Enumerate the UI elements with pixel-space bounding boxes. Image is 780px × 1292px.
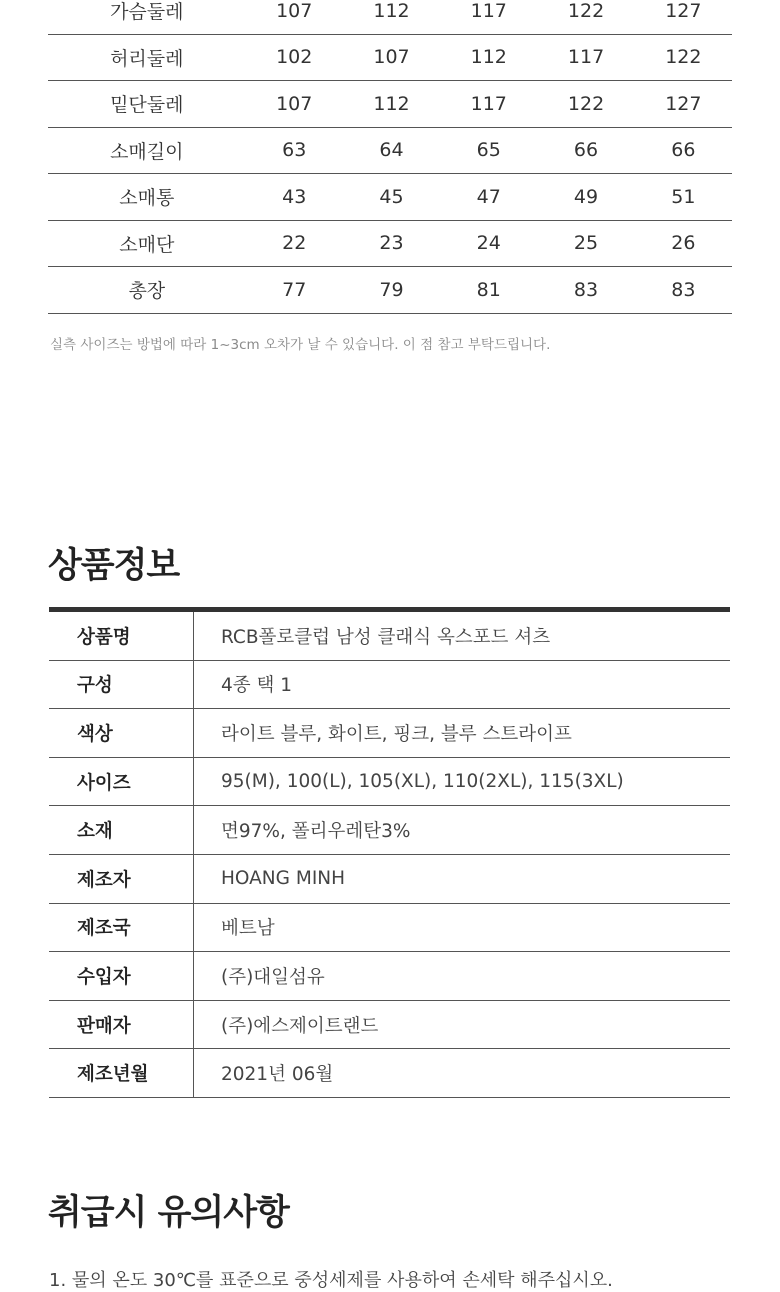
product-info-table — [49, 607, 730, 1098]
size-row-label: 소매길이 — [48, 127, 246, 174]
product-info-key: 사이즈 — [49, 757, 194, 806]
product-info-key: 제조국 — [49, 903, 194, 952]
care-title: 취급시 유의사항 — [48, 1193, 289, 1233]
size-value-cell: 112 — [440, 34, 537, 81]
size-value-cell: 117 — [440, 0, 537, 34]
product-info-value: 라이트 블루, 화이트, 핑크, 블루 스트라이프 — [194, 709, 731, 758]
size-value-cell: 25 — [537, 220, 634, 267]
size-value-cell: 45 — [343, 174, 440, 221]
size-value-cell: 107 — [246, 81, 343, 128]
product-info-row — [49, 1000, 730, 1049]
product-info-key: 제조년월 — [49, 1049, 194, 1098]
size-value-cell: 117 — [440, 81, 537, 128]
product-info-key: 색상 — [49, 709, 194, 758]
product-info-row — [49, 660, 730, 709]
product-info-value: 베트남 — [194, 903, 731, 952]
size-value-cell: 83 — [635, 267, 732, 314]
size-value-cell: 63 — [246, 127, 343, 174]
size-value-cell: 22 — [246, 220, 343, 267]
product-info-value: 4종 택 1 — [194, 660, 731, 709]
size-value-cell: 24 — [440, 220, 537, 267]
size-value-cell: 51 — [635, 174, 732, 221]
product-info-row — [49, 854, 730, 903]
size-value-cell: 102 — [246, 34, 343, 81]
size-value-cell: 122 — [635, 34, 732, 81]
product-info-key: 소재 — [49, 806, 194, 855]
size-table-row — [48, 220, 732, 267]
size-table — [48, 0, 732, 314]
product-info-value: (주)대일섬유 — [194, 952, 731, 1001]
size-row-label: 소매단 — [48, 220, 246, 267]
size-note: 실측 사이즈는 방법에 따라 1~3cm 오차가 날 수 있습니다. 이 점 참고 부탁드립니다. — [50, 337, 551, 353]
size-row-label: 허리둘레 — [48, 34, 246, 81]
product-info-value: RCB폴로클럽 남성 클래식 옥스포드 셔츠 — [194, 610, 731, 661]
size-value-cell: 107 — [246, 0, 343, 34]
product-info-key: 수입자 — [49, 952, 194, 1001]
size-table-row — [48, 174, 732, 221]
size-value-cell: 23 — [343, 220, 440, 267]
size-value-cell: 64 — [343, 127, 440, 174]
product-info-row — [49, 806, 730, 855]
size-value-cell: 49 — [537, 174, 634, 221]
care-instruction-line: 1. 물의 온도 30℃를 표준으로 중성세제를 사용하여 손세탁 해주십시오. — [49, 1270, 613, 1291]
size-value-cell: 112 — [343, 0, 440, 34]
size-value-cell: 43 — [246, 174, 343, 221]
product-info-row — [49, 757, 730, 806]
product-info-key: 판매자 — [49, 1000, 194, 1049]
size-value-cell: 127 — [635, 81, 732, 128]
size-value-cell: 127 — [635, 0, 732, 34]
product-info-key: 상품명 — [49, 610, 194, 661]
size-value-cell: 26 — [635, 220, 732, 267]
size-value-cell: 107 — [343, 34, 440, 81]
size-value-cell: 65 — [440, 127, 537, 174]
product-info-value: 2021년 06월 — [194, 1049, 731, 1098]
size-table-body — [48, 0, 732, 313]
size-table-row — [48, 267, 732, 314]
size-table-row — [48, 81, 732, 128]
size-value-cell: 81 — [440, 267, 537, 314]
product-info-row — [49, 952, 730, 1001]
product-info-row — [49, 610, 730, 661]
size-table-row — [48, 34, 732, 81]
size-value-cell: 117 — [537, 34, 634, 81]
size-table-row — [48, 0, 732, 34]
product-info-row — [49, 709, 730, 758]
product-info-row — [49, 903, 730, 952]
size-value-cell: 77 — [246, 267, 343, 314]
product-info-value: HOANG MINH — [194, 854, 731, 903]
product-info-row — [49, 1049, 730, 1098]
product-info-key: 구성 — [49, 660, 194, 709]
size-row-label: 총장 — [48, 267, 246, 314]
size-row-label: 밑단둘레 — [48, 81, 246, 128]
product-info-value: 면97%, 폴리우레탄3% — [194, 806, 731, 855]
product-info-value: 95(M), 100(L), 105(XL), 110(2XL), 115(3XL) — [194, 757, 731, 806]
size-row-label: 소매통 — [48, 174, 246, 221]
size-row-label: 가슴둘레 — [48, 0, 246, 34]
product-info-key: 제조자 — [49, 854, 194, 903]
size-value-cell: 83 — [537, 267, 634, 314]
size-value-cell: 122 — [537, 0, 634, 34]
product-info-table-body — [49, 610, 730, 1098]
product-info-value: (주)에스제이트랜드 — [194, 1000, 731, 1049]
size-value-cell: 79 — [343, 267, 440, 314]
size-value-cell: 112 — [343, 81, 440, 128]
size-value-cell: 66 — [635, 127, 732, 174]
size-value-cell: 47 — [440, 174, 537, 221]
size-table-row — [48, 127, 732, 174]
size-value-cell: 122 — [537, 81, 634, 128]
size-value-cell: 66 — [537, 127, 634, 174]
product-info-title: 상품정보 — [48, 546, 180, 586]
